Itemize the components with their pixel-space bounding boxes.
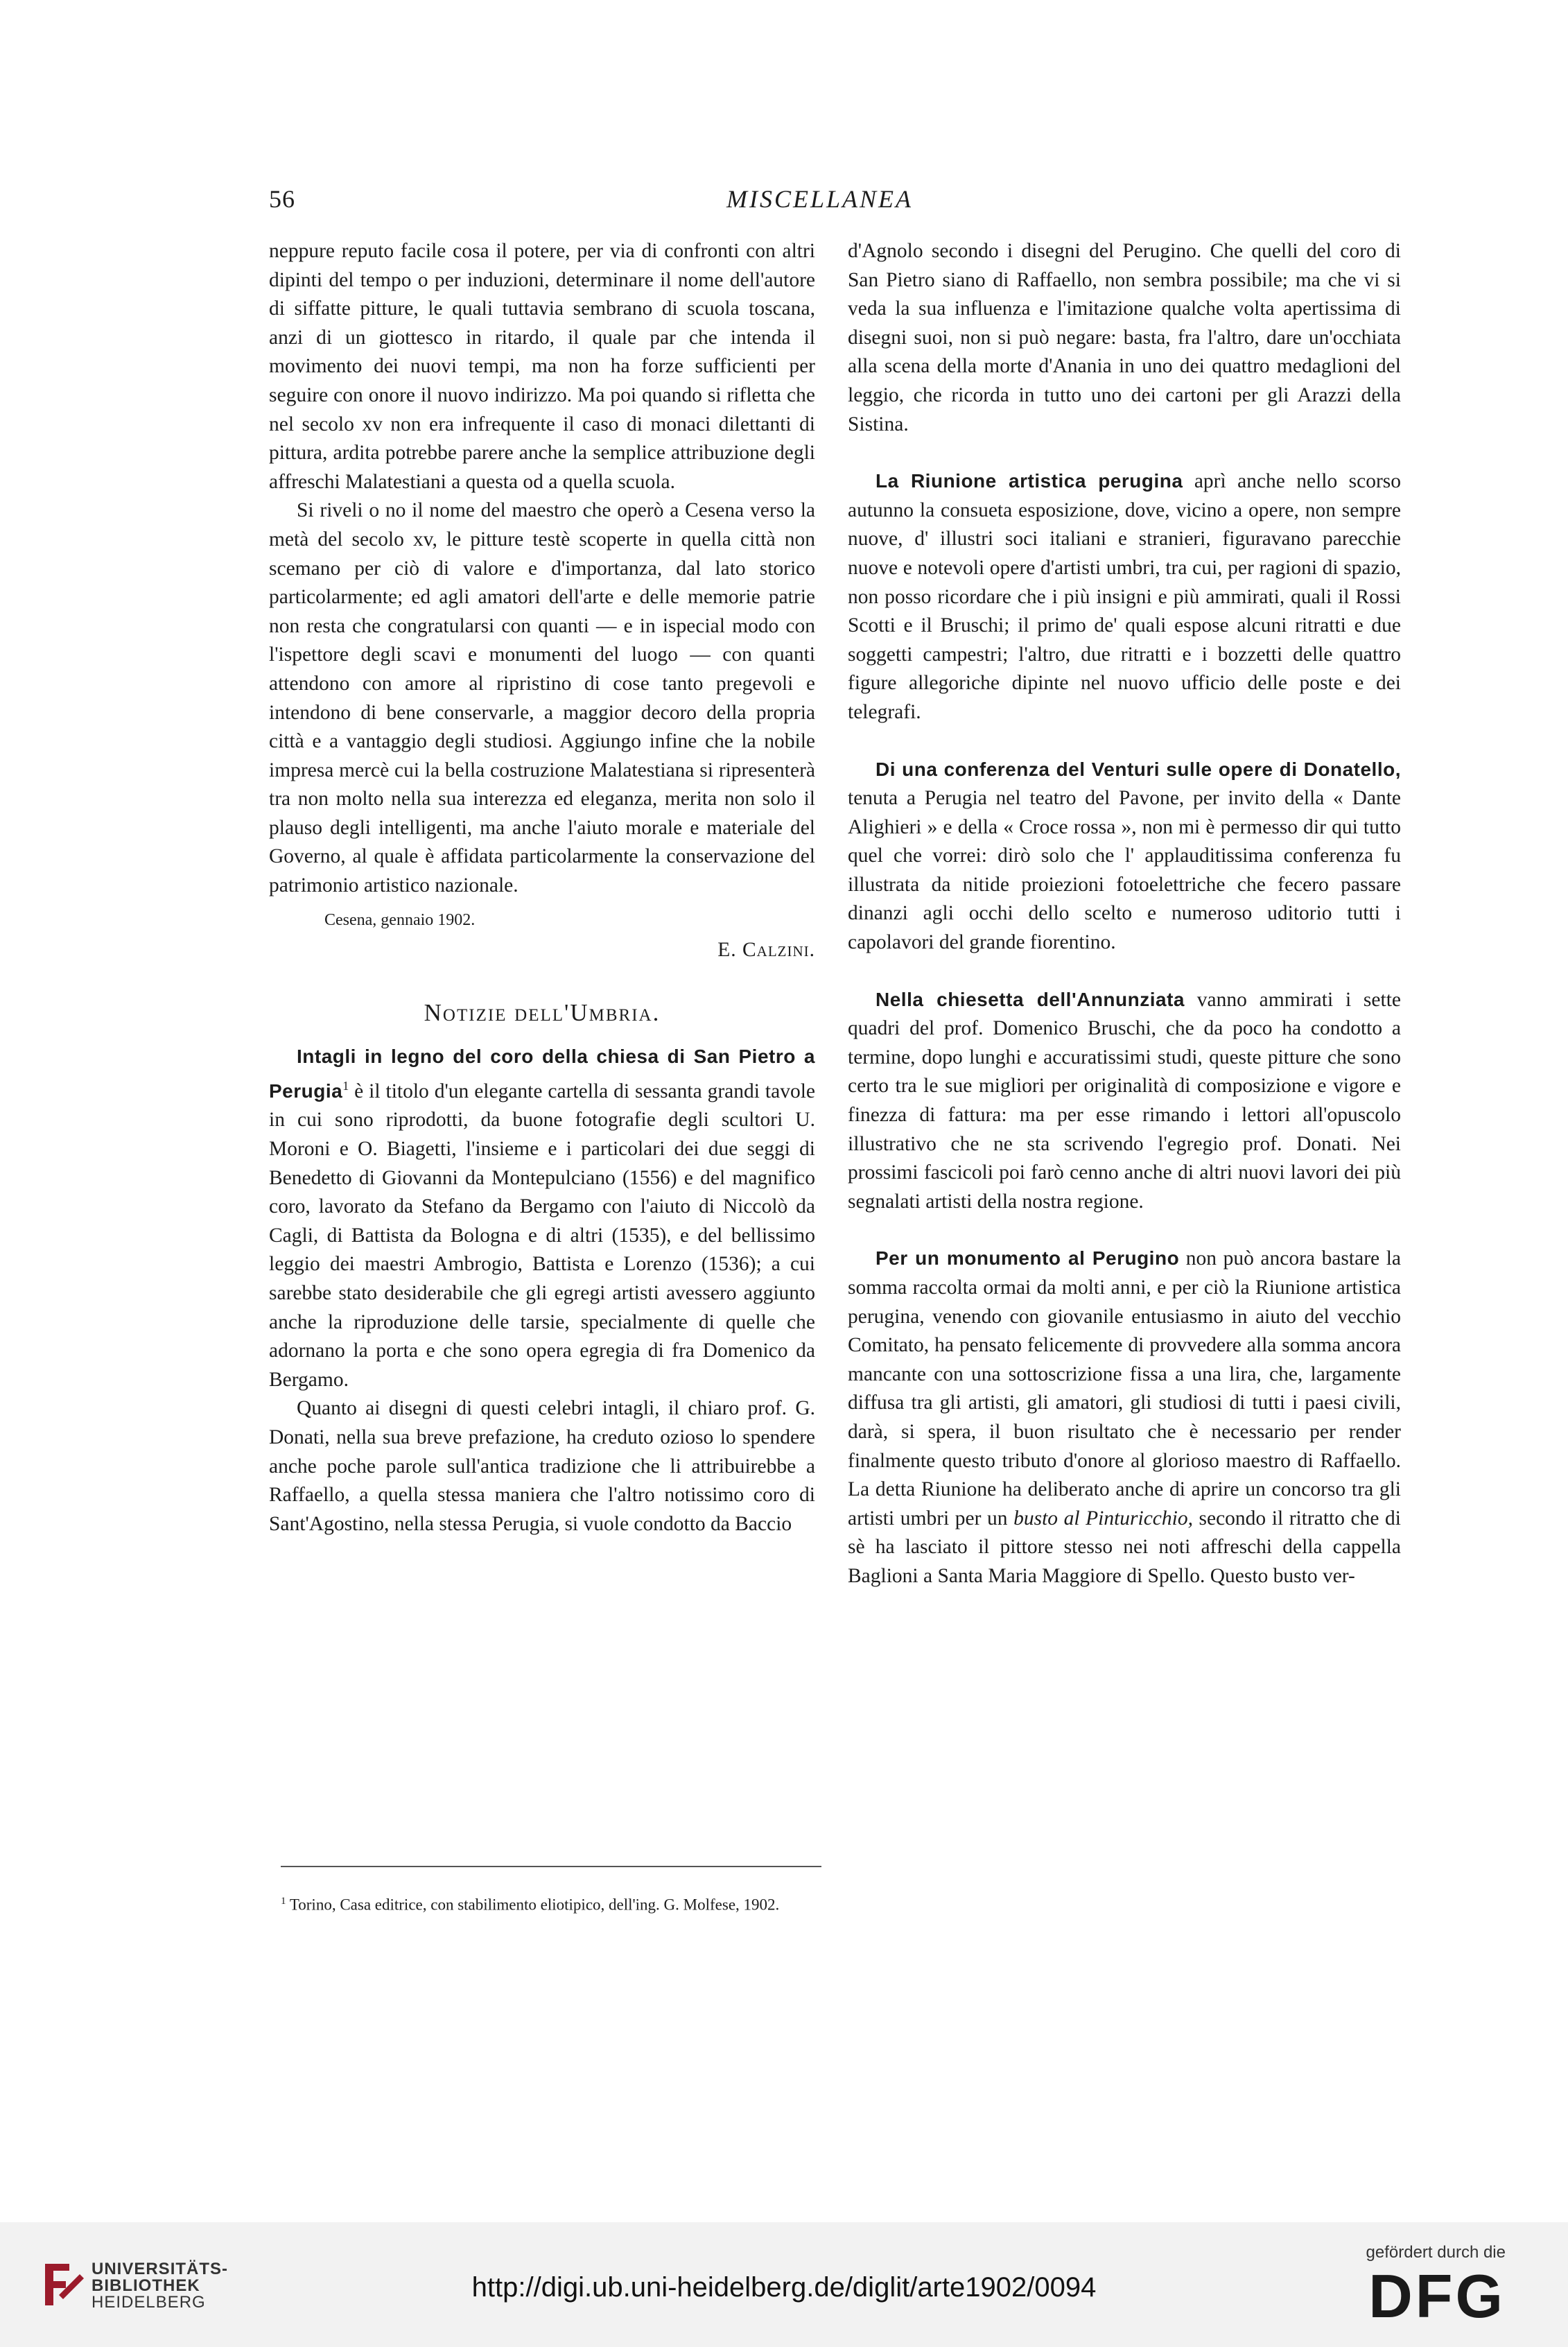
page-number: 56 [269, 185, 295, 213]
italic-title: busto al Pinturicchio, [1013, 1507, 1193, 1530]
right-column [848, 237, 1401, 1591]
paragraph: Nella chiesetta dell'Annunziata vanno ammirati i sette quadri del prof. Domenico Bruschi, che da poco ha condotto a termine, dopo lunghi e accuratissimi studi, queste pitture che sono certo tra le sue migliori per originalità di composizione e vigore e finezza di fattura: ma per esse rimando i lettori all'opuscolo illustrativo che ne sta scrivendo l'egregio prof. Donati. Nei prossimi fascicoli poi farò cenno anche di altri nuovi lavori dei più segnalati artisti della nostra regione. [848, 988, 1401, 1213]
paragraph: La Riunione artistica perugina aprì anche nello scorso autunno la consueta esposizione, dove, vicino a opere, non sempre nuove, d' illustri soci italiani e stranieri, figuravano parecchie nuove e notevoli opere d'artisti umbri, tra cui, per ragioni di spazio, non posso ricordare che i più insigni e più ammirati, quali il Rossi Scotti e il Bruschi; il primo de' quali espose alcuni ritratti e due soggetti campestri; l'altro, due ritratti e i bozzetti delle quattro figure allegoriche dipinte nel nuovo ufficio delle poste e dei telegrafi. [848, 470, 1402, 723]
sponsor-caption: gefördert durch die [1366, 2243, 1506, 2262]
institution-name: UNIVERSITÄTS- BIBLIOTHEK HEIDELBERG [92, 2260, 229, 2312]
paragraph-lead: Di una conferenza del Venturi sulle opere di Donatello, [876, 758, 1401, 780]
footnote-reference: 1 [342, 1079, 349, 1093]
author-signature: E. Calzini. [717, 939, 815, 962]
paragraph: d'Agnolo secondo i disegni del Perugino. Che quelli del coro di San Pietro siano di Raffaello, non sembra possibile; ma che vi si veda la sua influenza e l'imitazione qualche volta apertissima di disegni suoi, non si può negare: basta, fra l'altro, dare un'occhiata alla scena della morte d'Anania in uno dei quattro medaglioni del leggio, che ricorda in tutto uno dei cartoni per gli Arazzi della Sistina. [848, 240, 1401, 435]
footnote-divider [281, 1866, 821, 1867]
paragraph-lead: La Riunione artistica perugina [876, 470, 1183, 492]
footnote: $^1$ Torino, Casa editrice, con stabilimento eliotipico, dell'ing. G. Molfese, 1902. [281, 1896, 780, 1914]
paragraph: Quanto ai disegni di questi celebri intagli, il chiaro prof. G. Donati, nella sua breve prefazione, ha creduto ozioso lo spendere anche poche parole sull'antica tradizione che li attribuirebbe a Raffaello, a quella stessa maniera che l'altro notissimo coro di Sant'Agostino, nella stessa Perugia, si vuole condotto da Baccio [269, 1397, 815, 1535]
document-url-link[interactable]: http://digi.ub.uni-heidelberg.de/diglit/arte1902/0094 [471, 2272, 1097, 2303]
paragraph: Per un monumento al Perugino non può ancora bastare la somma raccolta ormai da molti anni, e per ciò la Riunione artistica perugina, venendo con giovanile entusiasmo in aiuto del vecchio Comitato, ha pensato felicemente di provvedere alla somma ancora mancante con una sottoscrizione fissa a una lira, che, largamente diffusa tra gli artisti, gli amatori, gli studiosi di tutti i paesi civili, darà, si spera, il buon risultato che è necessario per render finalmente questo tributo d'onore al glorioso maestro di Raffaello. La detta Riunione ha deliberato anche di aprire un concorso tra gli artisti umbri per un busto al Pinturicchio, secondo il ritratto che di sè ha lasciato il pittore stesso nei noti affreschi della cappella Baglioni a Santa Maria Maggiore di Spello. Questo busto ver- [848, 1247, 1402, 1587]
paragraph: Intagli in legno del coro della chiesa di San Pietro a Perugia$^1$ è il titolo d'un elegante cartella di sessanta grandi tavole in cui sono riprodotti, da buone fotografie degli scultori U. Moroni e O. Biagetti, l'insieme e i particolari dei due seggi di Benedetto di Giovanni da Montepulciano (1556) e del magnifico coro, lavorato da Stefano da Bergamo con l'aiuto di Niccolò da Cagli, di Battista da Bologna e di altri (1535), e del bellissimo leggio dei maestri Ambrogio, Battista e Lorenzo (1536); a cui sarebbe stato desiderabile che gli egregi artisti avessero aggiunto anche la riproduzione delle tarsie, specialmente di quelle che adornano la porta e che sono opera egregia di fra Domenico da Bergamo. [269, 1046, 815, 1391]
footnote-mark: 1 [281, 1896, 286, 1907]
dfg-logo: DFG [1368, 2262, 1506, 2330]
place-date: Cesena, gennaio 1902. [324, 910, 476, 929]
paragraph-lead: Nella chiesetta dell'Annunziata [876, 988, 1185, 1010]
paragraph: Si riveli o no il nome del maestro che operò a Cesena verso la metà del secolo xv, le pitture testè scoperte in quella città non scemano per ciò di valore e d'importanza, dal lato storico particolarmente; ed agli amatori dell'arte e delle memorie patrie non resta che congratularsi con quanti — e in ispecial modo con l'ispettore degli scavi e monumenti del luogo — con quanti attendono con amore al ripristino di cose tanto pregevoli e intendono di bene conservarle, a maggior decoro della propria città e a vantaggio degli studiosi. Aggiungo infine che la nobile impresa mercè cui la bella costruzione Malatestiana si ripresenterà tra non molto nella sua interezza ed eleganza, merita non solo il plauso degli intelligenti, ma anche l'aiuto morale e materiale del Governo, al quale è affidata particolarmente la conservazione del patrimonio artistico nazionale. [269, 499, 815, 897]
paragraph-lead: Per un monumento al Perugino [876, 1247, 1180, 1270]
paragraph: Di una conferenza del Venturi sulle opere di Donatello, tenuta a Perugia nel teatro del Pavone, per invito della « Dante Alighieri » e della « Croce rossa », non mi è permesso dir qui tutto quel che vorrei: dirò solo che l' applauditissima conferenza fu illustrata da nitide proiezioni fotoelettriche che fecero passare dinanzi agli occhi dello scelto e numeroso uditorio tutti i capolavori del grande fiorentino. [848, 758, 1401, 954]
paragraph-lead: Intagli in legno del coro della chiesa di San Pietro a Perugia [269, 1046, 815, 1102]
viewer-footer [0, 2222, 1568, 2347]
running-title: MISCELLANEA [726, 185, 914, 213]
left-column [269, 237, 815, 1539]
section-heading: Notizie dell'Umbria. [424, 998, 661, 1026]
paragraph: neppure reputo facile cosa il potere, per via di confronti con altri dipinti del tempo o per induzioni, determinare il nome dell'autore di siffatte pitture, le quali tuttavia sembrano di scuola toscana, anzi di un giottesco in ritardo, il quale par che intenda il movimento dei nuovi tempi, ma non ha forze sufficienti per seguire con onore il nuovo indirizzo. Ma poi quando si rifletta che nel secolo xv non era infrequente il caso di monaci dilettanti di pittura, ardita potrebbe parere anche la semplice attribuzione degli affreschi Malatestiani a questa od a quella scuola. [269, 240, 815, 493]
